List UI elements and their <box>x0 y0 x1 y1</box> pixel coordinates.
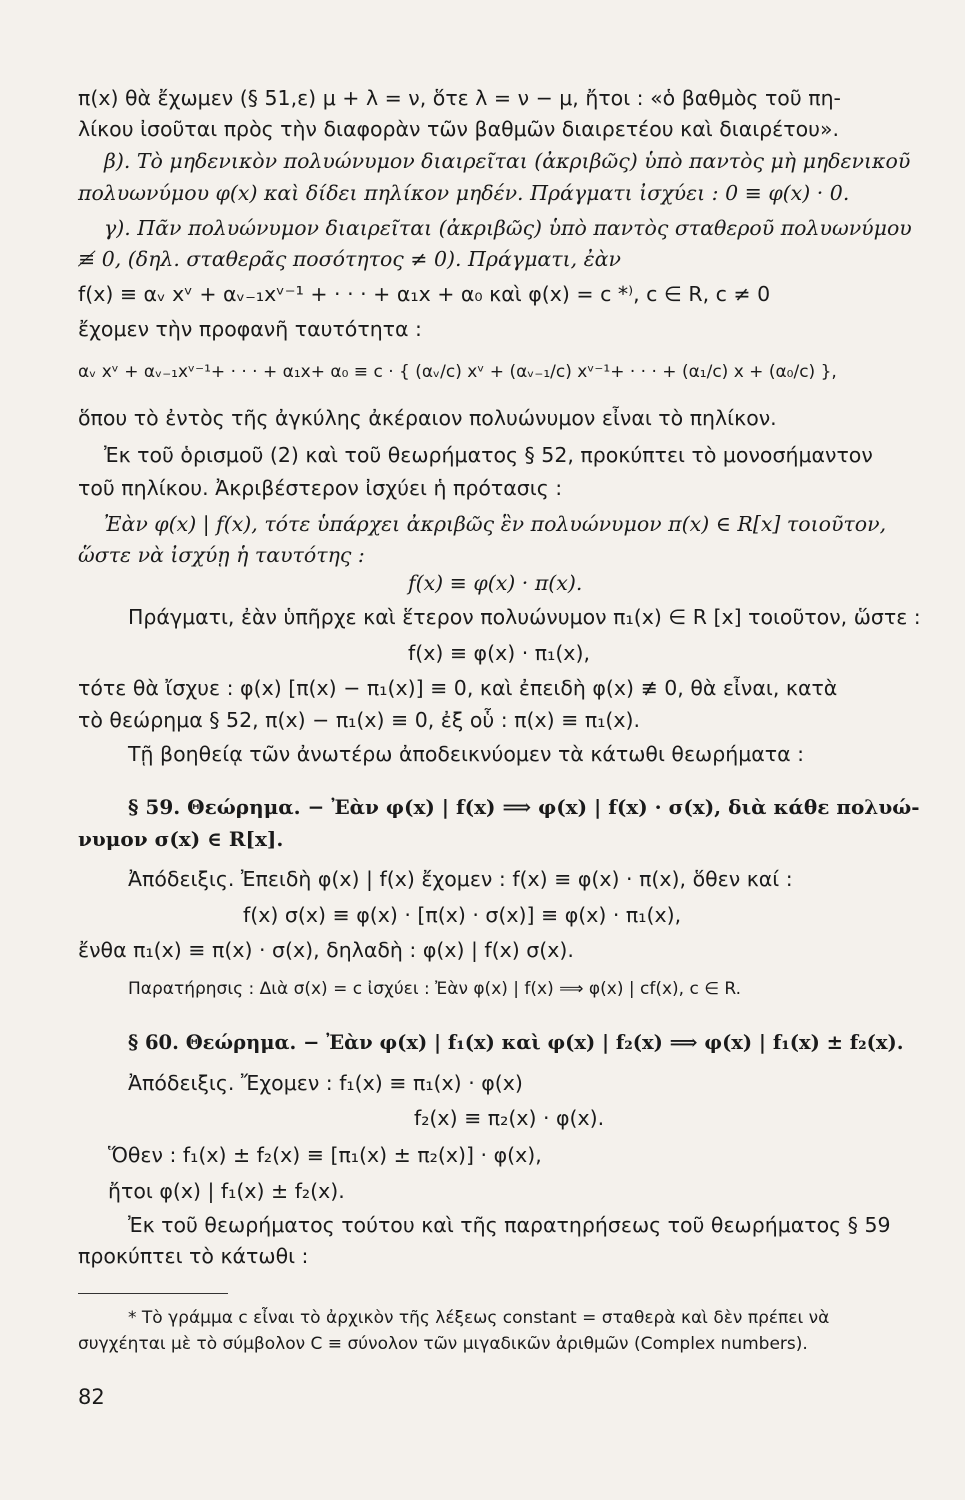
proposition-line: ὥστε νὰ ἰσχύῃ ἡ ταυτότης : <box>78 543 365 567</box>
text-line: λίκου ἰσοῦται πρὸς τὴν διαφορὰν τῶν βαθμῶν διαιρετέου καὶ διαιρέτου». <box>78 117 840 141</box>
text-line: β). Τὸ μηδενικὸν πολυώνυμον διαιρεῖται (ἀκριβῶς) ὑπὸ παντὸς μὴ μηδενικοῦ <box>104 149 911 173</box>
footnote-line: συγχέηται μὲ τὸ σύμβολον C ≡ σύνολον τῶν μιγαδικῶν ἀριθμῶν (Complex numbers). <box>78 1334 808 1354</box>
footnote-line: * Τὸ γράμμα c εἶναι τὸ ἀρχικὸν τῆς λέξεως constant = σταθερὰ καὶ δὲν πρέπει νὰ <box>128 1308 830 1328</box>
page-number: 82 <box>78 1385 105 1409</box>
text-line: ἔχομεν τὴν προφανῆ ταυτότητα : <box>78 317 422 341</box>
text-line: τὸ θεώρημα § 52, π(x) − π₁(x) ≡ 0, ἐξ οὗ : π(x) ≡ π₁(x). <box>78 708 641 732</box>
formula-line: f(x) σ(x) ≡ φ(x) · [π(x) · σ(x)] ≡ φ(x) · π₁(x), <box>243 903 682 927</box>
text-line: προκύπτει τὸ κάτωθι : <box>78 1244 309 1268</box>
text-line: Ἐκ τοῦ ὁρισμοῦ (2) καὶ τοῦ θεωρήματος § 52, προκύπτει τὸ μονοσήμαντον <box>104 443 873 467</box>
proposition-line: Ἐὰν φ(x) | f(x), τότε ὑπάρχει ἀκριβῶς ἓν πολυώνυμον π(x) ∈ R[x] τοιοῦτον, <box>104 512 887 536</box>
formula-line: f₂(x) ≡ π₂(x) · φ(x). <box>414 1106 605 1130</box>
proof-line: Ἀπόδειξις. Ἔχομεν : f₁(x) ≡ π₁(x) · φ(x) <box>128 1071 523 1095</box>
text-line: π(x) θὰ ἔχωμεν (§ 51,ε) μ + λ = ν, ὅτε λ = ν − μ, ἤτοι : «ὁ βαθμὸς τοῦ πη- <box>78 86 841 110</box>
text-line: τότε θὰ ἴσχυε : φ(x) [π(x) − π₁(x)] ≡ 0, καὶ ἐπειδὴ φ(x) ≢ 0, θὰ εἶναι, κατὰ <box>78 676 838 700</box>
formula-line: f(x) ≡ φ(x) · π₁(x), <box>408 641 590 665</box>
text-line: Τῇ βοηθείᾳ τῶν ἀνωτέρω ἀποδεικνύομεν τὰ κάτωθι θεωρήματα : <box>128 742 805 766</box>
theorem-heading: § 59. Θεώρημα. − Ἐὰν φ(x) | f(x) ⟹ φ(x) | f(x) · σ(x), διὰ κάθε πολυώ- <box>128 795 920 819</box>
formula-line: f(x) ≡ φ(x) · π(x). <box>408 571 583 595</box>
text-line: ≢ 0, (δηλ. σταθερᾶς ποσότητος ≠ 0). Πράγματι, ἐὰν <box>78 247 621 271</box>
formula-line: ἤτοι φ(x) | f₁(x) ± f₂(x). <box>108 1179 345 1203</box>
formula-line: αᵥ xᵛ + αᵥ₋₁xᵛ⁻¹+ · · · + α₁x+ α₀ ≡ c · { (αᵥ/c) xᵛ + (αᵥ₋₁/c) xᵛ⁻¹+ · · · + (α₁/c) x + (α₀/c) }, <box>78 362 837 382</box>
text-line: πολυωνύμου φ(x) καὶ δίδει πηλίκον μηδέν. Πράγματι ἰσχύει : 0 ≡ φ(x) · 0. <box>78 181 850 205</box>
text-line: ὅπου τὸ ἐντὸς τῆς ἀγκύλης ἀκέραιον πολυώνυμον εἶναι τὸ πηλίκον. <box>78 406 777 430</box>
formula-line: Ὅθεν : f₁(x) ± f₂(x) ≡ [π₁(x) ± π₂(x)] · φ(x), <box>108 1143 542 1167</box>
formula-line: f(x) ≡ αᵥ xᵛ + αᵥ₋₁xᵛ⁻¹ + · · · + α₁x + α₀ καὶ φ(x) = c *⁾, c ∈ R, c ≠ 0 <box>78 282 771 306</box>
text-line: τοῦ πηλίκου. Ἀκριβέστερον ἰσχύει ἡ πρότασις : <box>78 476 563 500</box>
theorem-heading: § 60. Θεώρημα. − Ἐὰν φ(x) | f₁(x) καὶ φ(x) | f₂(x) ⟹ φ(x) | f₁(x) ± f₂(x). <box>128 1031 904 1054</box>
text-line: γ). Πᾶν πολυώνυμον διαιρεῖται (ἀκριβῶς) ὑπὸ παντὸς σταθεροῦ πολυωνύμου <box>104 216 912 240</box>
theorem-heading: νυμον σ(x) ∈ R[x]. <box>78 827 284 851</box>
text-line: Ἐκ τοῦ θεωρήματος τούτου καὶ τῆς παρατηρήσεως τοῦ θεωρήματος § 59 <box>128 1213 891 1237</box>
proof-line: Ἀπόδειξις. Ἐπειδὴ φ(x) | f(x) ἔχομεν : f(x) ≡ φ(x) · π(x), ὅθεν καί : <box>128 867 793 891</box>
text-line: Πράγματι, ἐὰν ὑπῆρχε καὶ ἕτερον πολυώνυμον π₁(x) ∈ R [x] τοιοῦτον, ὥστε : <box>128 605 921 629</box>
footnote-rule <box>78 1293 228 1294</box>
formula-line: ἔνθα π₁(x) ≡ π(x) · σ(x), δηλαδὴ : φ(x) | f(x) σ(x). <box>78 938 574 962</box>
remark-line: Παρατήρησις : Διὰ σ(x) = c ἰσχύει : Ἐὰν φ(x) | f(x) ⟹ φ(x) | cf(x), c ∈ R. <box>128 979 742 999</box>
